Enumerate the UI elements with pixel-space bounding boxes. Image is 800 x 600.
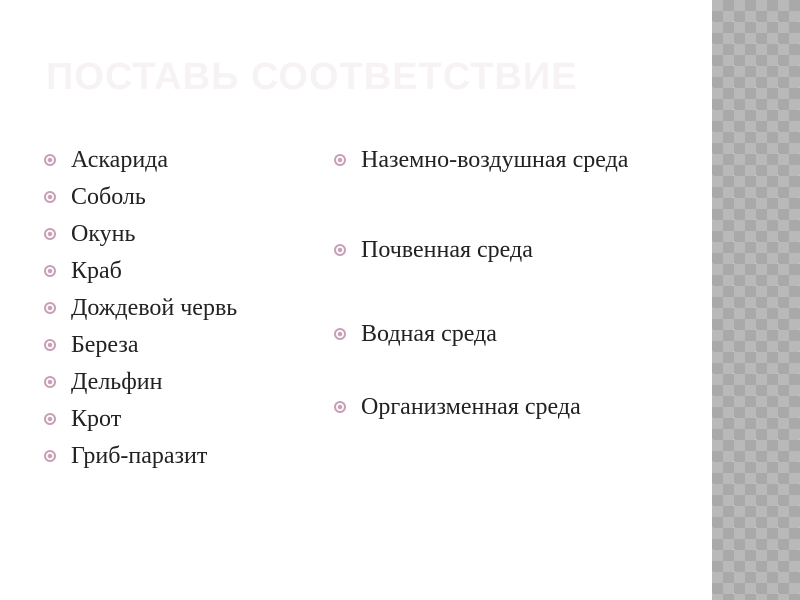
- circle-bullet-icon: [334, 244, 346, 256]
- circle-bullet-icon: [334, 154, 346, 166]
- organism-label: Дельфин: [71, 369, 163, 395]
- list-item: [44, 219, 314, 256]
- list-item: [334, 319, 674, 392]
- organism-label: Крот: [71, 406, 122, 432]
- list-item: [44, 404, 314, 441]
- circle-bullet-icon: [44, 154, 56, 166]
- environment-label: Водная среда: [361, 321, 497, 347]
- environments-list: [334, 145, 674, 432]
- list-item: [334, 235, 674, 319]
- list-item: [44, 145, 314, 182]
- circle-bullet-icon: [44, 450, 56, 462]
- organism-label: Дождевой червь: [71, 295, 238, 321]
- organism-label: Береза: [71, 332, 139, 358]
- organism-label: Окунь: [71, 221, 136, 247]
- list-item: [44, 441, 314, 478]
- circle-bullet-icon: [44, 228, 56, 240]
- decorative-side-pattern: [712, 0, 800, 600]
- list-item: [334, 392, 674, 432]
- slide-title: ПОСТАВЬ СООТВЕТСТВИЕ: [46, 56, 578, 98]
- circle-bullet-icon: [44, 376, 56, 388]
- list-item: [44, 182, 314, 219]
- list-item: [44, 367, 314, 404]
- circle-bullet-icon: [44, 302, 56, 314]
- list-item: [44, 256, 314, 293]
- circle-bullet-icon: [44, 265, 56, 277]
- organism-label: Гриб-паразит: [71, 443, 208, 469]
- circle-bullet-icon: [44, 191, 56, 203]
- list-item: [44, 293, 314, 330]
- environment-label: Почвенная среда: [361, 237, 533, 263]
- organism-label: Аскарида: [71, 147, 169, 173]
- circle-bullet-icon: [44, 413, 56, 425]
- organism-label: Краб: [71, 258, 122, 284]
- environment-label: Организменная среда: [361, 394, 581, 420]
- organisms-list: [44, 145, 314, 478]
- circle-bullet-icon: [334, 401, 346, 413]
- circle-bullet-icon: [44, 339, 56, 351]
- environment-label: Наземно-воздушная среда: [361, 147, 629, 173]
- circle-bullet-icon: [334, 328, 346, 340]
- list-item: [44, 330, 314, 367]
- organism-label: Соболь: [71, 184, 146, 210]
- list-item: [334, 145, 674, 235]
